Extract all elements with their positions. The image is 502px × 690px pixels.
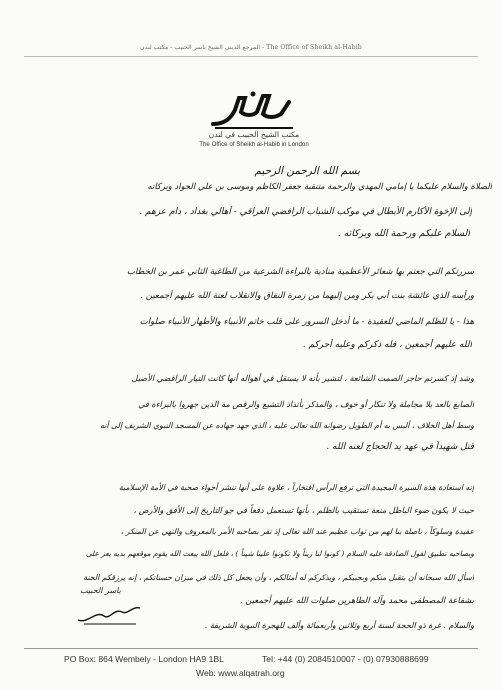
letter-line-17: بشفاعة المصطفى محمد وآله الطاهرين صلوات الله عليهم أجمعين . [240,595,474,605]
letter-line-18: والسلام . غرة ذو الحجة لسنة أربع وثلاثين وأربعمائة وألف للهجرة النبوية الشريفة . [204,621,474,630]
letter-line-4: سررتكم التي جعتم بها شعائر الأعظمية منادية بالبراءة الشرعية من الطاغية الثاني عمر بن الخطاب [126,267,474,277]
office-name-arabic: مكتب الشيخ الحبيب في لندن [208,130,300,139]
letter-line-5: ورأسه الذي عائشة بنت أبي بكر ومن إليهما من زمرة النفاق والانقلاب لعنة الله عليهم أجمعين . [140,291,474,301]
handwritten-signature [74,598,144,628]
letter-line-10: وسط أهل الخلاف ، أليس به أم الطويل رضوانه الله تعالى عليه ، الذي جهد جهاده عن المسجد النبوي الشريف إلى أنه [100,421,474,430]
footer-divider [24,648,478,649]
letter-line-12: إنه استعادة هذه السيرة المجيدة التي ترفع الرأس افتخاراً ، علاوة على أنها تنشر أجواء صحية في الأمة الإسلامية [118,483,474,492]
letter-line-16: أسأل الله سبحانه أن يتقبل منكم وبجبيكم ، ويذكركم له أمثالكم ، وأن يجعل كل ذلك في ميزان حسناتكم ، إنه يرزقكم الجنة [83,573,474,582]
footer-po-box: PO Box: 864 Wembely - London HA9 1BL [64,654,224,664]
letter-line-9: الصابغ بالعد بلا مجاملة ولا تنكار أو خوف ، والمذكر بأنذاذ التشيع والرقص مة الذين جهروا بالبراءة في [138,399,474,409]
header-divider [24,56,478,57]
letter-line-6: هذا - يا للظلم الماضي للعقيدة - ما أدخل السرور على قلب خاتم الأنبياء والأطهار الأنبياء صلوات [139,317,474,327]
basmala: بسم الله الرحمن الرحيم [254,165,360,177]
header-top-line: المرجع الديني الشيخ ياسر الحبيب - مكتب لندن - The Office of Sheikh al-Habib [140,44,362,51]
letter-line-7: الله عليهم أجمعين ، فله ذكركم وعليه أجركم . [302,340,472,350]
letter-line-1: الصلاة والسلام عليكما يا إمامي المهدي والرحمة متنقبة جعفر الكاظم وموسى بن علي الجواد وبركاته [147,181,492,191]
letter-line-8: وشد إذ كسرتم حاجز الصمت الشائعة ، لتشير بأنه لا يستقل في أهواله أنها كانت التيار الرافضي الأصيل [131,373,474,383]
signature-name: ياسر الحبيب [80,586,121,595]
letter-line-15: وبصاحبه تطبيق لقول الصادقة عليه السلام ( كونوا لنا زيناً ولا تكونوا علينا شيناً ) ، فلعل الله يبعث الله يقوم موقعهم بديه يعز على [85,549,474,558]
letter-line-2: إلى الإخوة الأكارم الأبطال في موكب الشباب الرافضي العراقي - أهالي بغداد ، دام عزهم . [139,207,472,217]
letter-line-13: حيث لا يكون ضوء الباطل منعة تستقيب بالظلم ، بأنها تستعمل دفعاً في جو التاريخ إلى الأفق والأرض ، [133,505,474,515]
office-name-english: The Office of Sheikh al-Habib in London [199,141,309,148]
letter-line-11: قتل شهيداً في عهد يد الحجاج لعنه الله . [326,442,474,452]
footer-website[interactable]: Web: www.alqatrah.org [196,668,285,678]
letter-line-3: السلام عليكم ورحمة الله وبركاته . [337,228,470,239]
letter-line-14: عقيدة وسلوكاً ، ناصلة بنا لهم من ثواب عظيم عند الله تعالى إذ تقر بصاحبه الأمر بالمعروف والنهي عن المنكر ، [120,527,474,536]
footer-telephone: Tel: +44 (0) 2084510007 - (0) 07930888699 [262,654,429,664]
office-logo [205,88,297,134]
